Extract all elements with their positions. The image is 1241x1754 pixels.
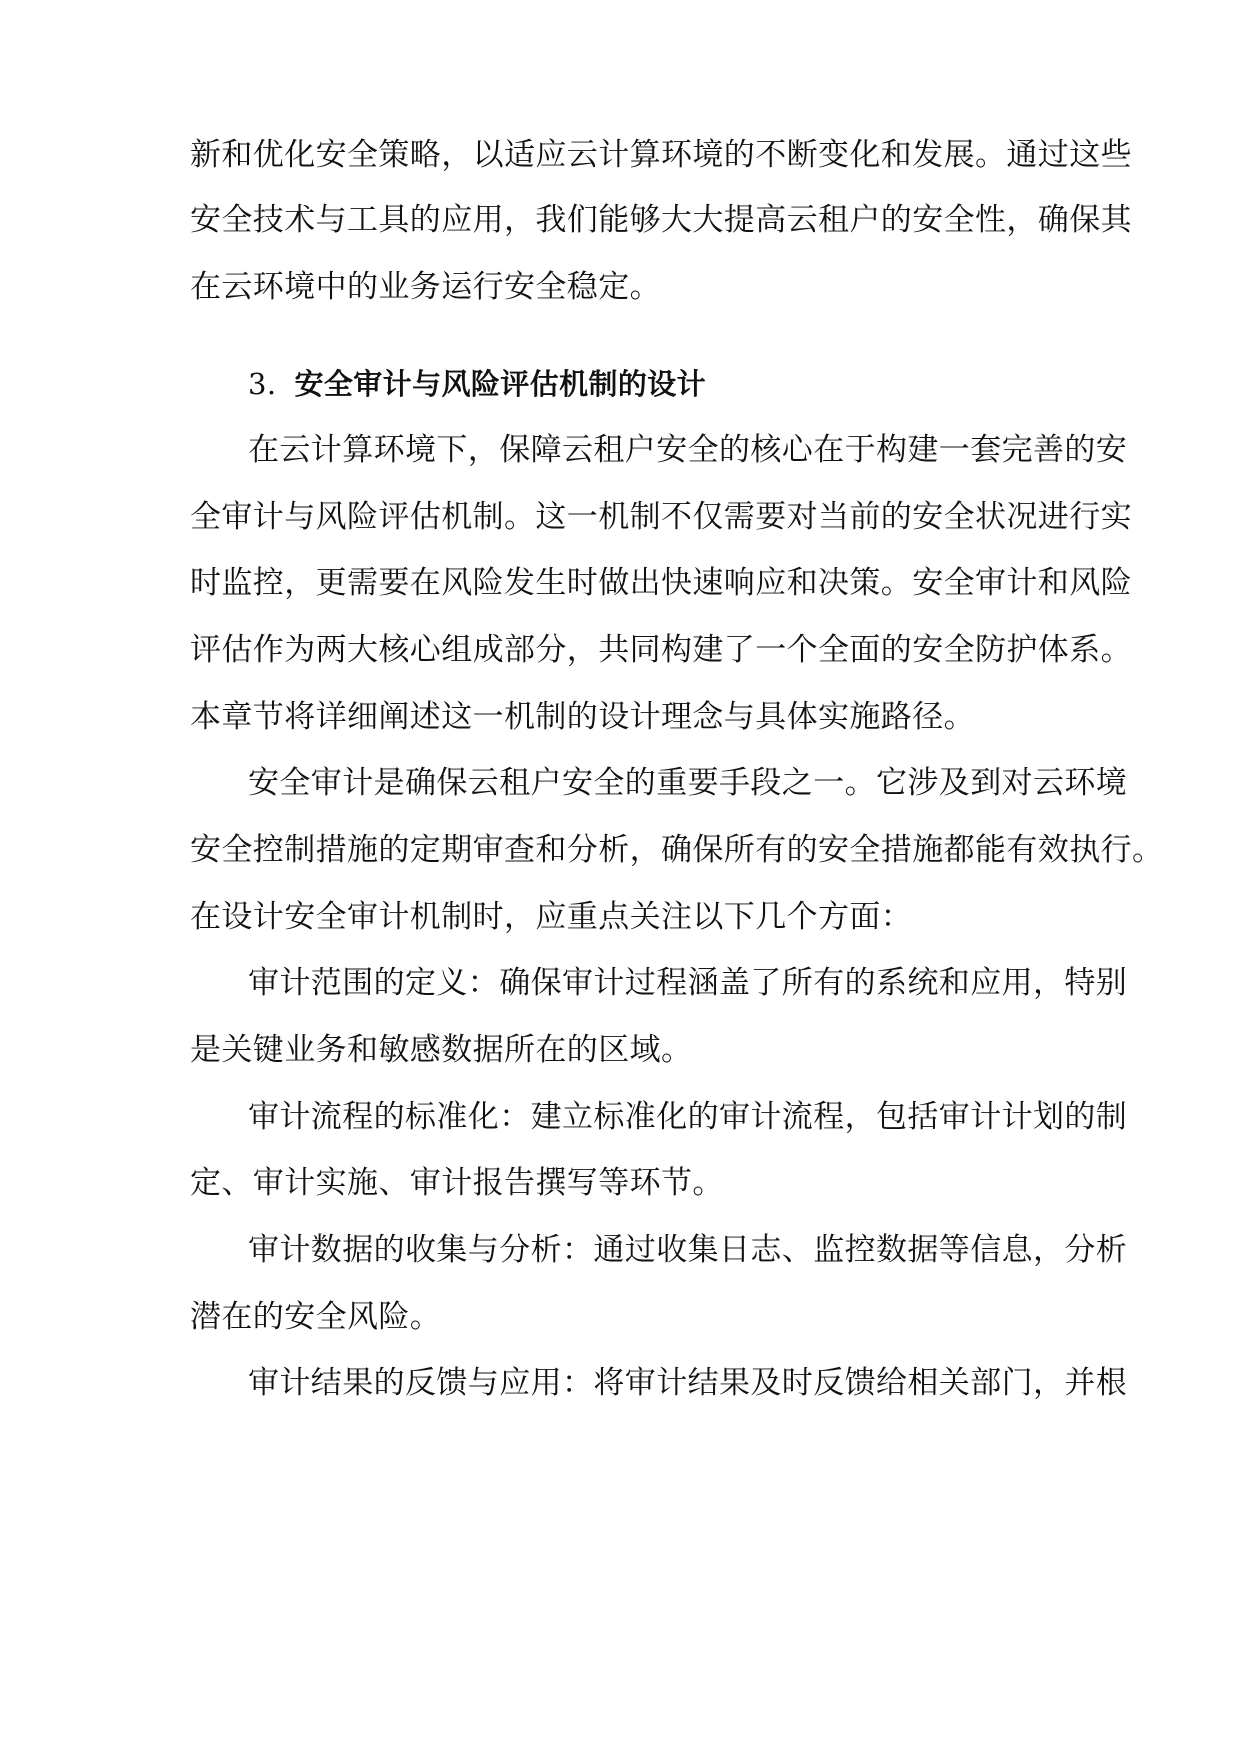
paragraph-line: 在云计算环境下，保障云租户安全的核心在于构建一套完善的安: [248, 432, 1128, 468]
section-title: 安全审计与风险评估机制的设计: [294, 367, 707, 401]
paragraph-line: 安全技术与工具的应用，我们能够大大提高云租户的安全性，确保其: [190, 202, 1132, 238]
paragraph-line: 安全审计是确保云租户安全的重要手段之一。它涉及到对云环境: [248, 765, 1128, 801]
section-heading: [248, 364, 1050, 404]
list-item-line: 审计范围的定义：确保审计过程涵盖了所有的系统和应用，特别: [248, 965, 1128, 1001]
list-item-line: 审计流程的标准化：建立标准化的审计流程，包括审计计划的制: [248, 1099, 1128, 1135]
paragraph-line: 全审计与风险评估机制。这一机制不仅需要对当前的安全状况进行实: [190, 499, 1132, 535]
list-item-line: 审计结果的反馈与应用：将审计结果及时反馈给相关部门，并根: [248, 1365, 1128, 1401]
paragraph-line: 安全控制措施的定期审查和分析，确保所有的安全措施都能有效执行。: [190, 832, 1164, 868]
section-number: 3.: [248, 367, 277, 401]
paragraph-line: 在设计安全审计机制时，应重点关注以下几个方面：: [190, 899, 913, 935]
list-item-line: 是关键业务和敏感数据所在的区域。: [190, 1032, 693, 1068]
list-item-line: 潜在的安全风险。: [190, 1299, 442, 1335]
paragraph-line: 时监控，更需要在风险发生时做出快速响应和决策。安全审计和风险: [190, 565, 1132, 601]
paragraph-line: 本章节将详细阐述这一机制的设计理念与具体实施路径。: [190, 699, 975, 735]
list-item-line: 审计数据的收集与分析：通过收集日志、监控数据等信息，分析: [248, 1232, 1128, 1268]
list-item-line: 定、审计实施、审计报告撰写等环节。: [190, 1165, 724, 1201]
paragraph-line: 新和优化安全策略，以适应云计算环境的不断变化和发展。通过这些: [190, 137, 1132, 173]
paragraph-line: 评估作为两大核心组成部分，共同构建了一个全面的安全防护体系。: [190, 632, 1132, 668]
paragraph-line: 在云环境中的业务运行安全稳定。: [190, 269, 661, 305]
